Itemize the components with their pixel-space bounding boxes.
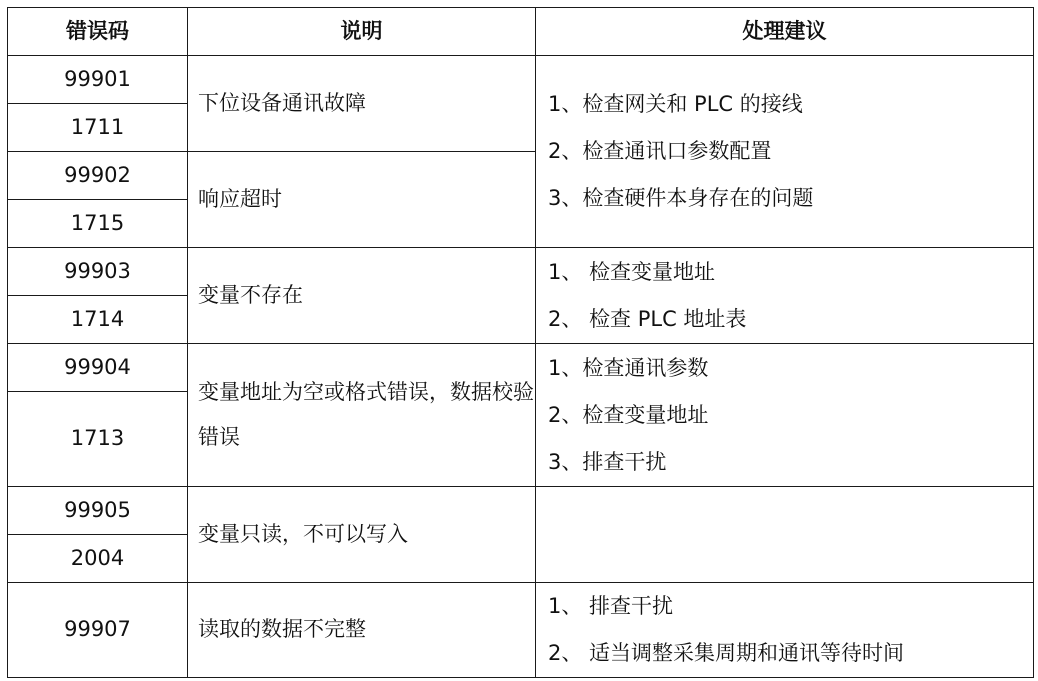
suggestion-cell xyxy=(536,56,1034,248)
error-code: 1713 xyxy=(8,392,188,487)
error-code: 99905 xyxy=(8,487,188,535)
error-code: 99907 xyxy=(8,583,188,678)
error-code: 99903 xyxy=(8,248,188,296)
description: 下位设备通讯故障 xyxy=(188,56,536,152)
suggestion-line: 1、检查通讯参数 xyxy=(548,355,709,380)
header-suggestion: 处理建议 xyxy=(536,8,1034,56)
error-code: 99901 xyxy=(8,56,188,104)
header-row xyxy=(8,8,1034,56)
header-code: 错误码 xyxy=(8,8,188,56)
table-row xyxy=(8,248,1034,296)
error-code: 99904 xyxy=(8,344,188,392)
suggestion-line: 1、 排查干扰 xyxy=(548,594,674,618)
suggestion-cell xyxy=(536,248,1034,344)
description-text: 变量地址为空或格式错误，数据校验错误 xyxy=(198,380,534,449)
header-desc: 说明 xyxy=(188,8,536,56)
description: 变量只读，不可以写入 xyxy=(188,487,536,583)
error-code: 1711 xyxy=(8,104,188,152)
suggestion-line: 3、排查干扰 xyxy=(548,449,667,474)
suggestion-line: 1、检查网关和 PLC 的接线 xyxy=(548,92,803,116)
error-code-table xyxy=(7,7,1034,678)
table-row xyxy=(8,487,1034,535)
suggestion-line: 2、 适当调整采集周期和通讯等待时间 xyxy=(548,641,905,665)
description: 读取的数据不完整 xyxy=(188,583,536,678)
suggestion-cell-empty xyxy=(536,487,1034,583)
suggestion-cell xyxy=(536,344,1034,487)
table-row xyxy=(8,344,1034,392)
description: 变量不存在 xyxy=(188,248,536,344)
suggestion-cell xyxy=(536,583,1034,678)
suggestion-line: 2、检查通讯口参数配置 xyxy=(548,139,772,163)
error-code: 1715 xyxy=(8,200,188,248)
error-code: 1714 xyxy=(8,296,188,344)
suggestion-line: 2、 检查 PLC 地址表 xyxy=(548,306,747,331)
error-code: 2004 xyxy=(8,535,188,583)
table-row xyxy=(8,56,1034,104)
description: 响应超时 xyxy=(188,152,536,248)
description xyxy=(188,344,536,487)
error-code: 99902 xyxy=(8,152,188,200)
suggestion-line: 2、检查变量地址 xyxy=(548,402,709,427)
suggestion-line: 3、检查硬件本身存在的问题 xyxy=(548,186,814,210)
suggestion-line: 1、 检查变量地址 xyxy=(548,259,716,284)
table-row xyxy=(8,583,1034,678)
